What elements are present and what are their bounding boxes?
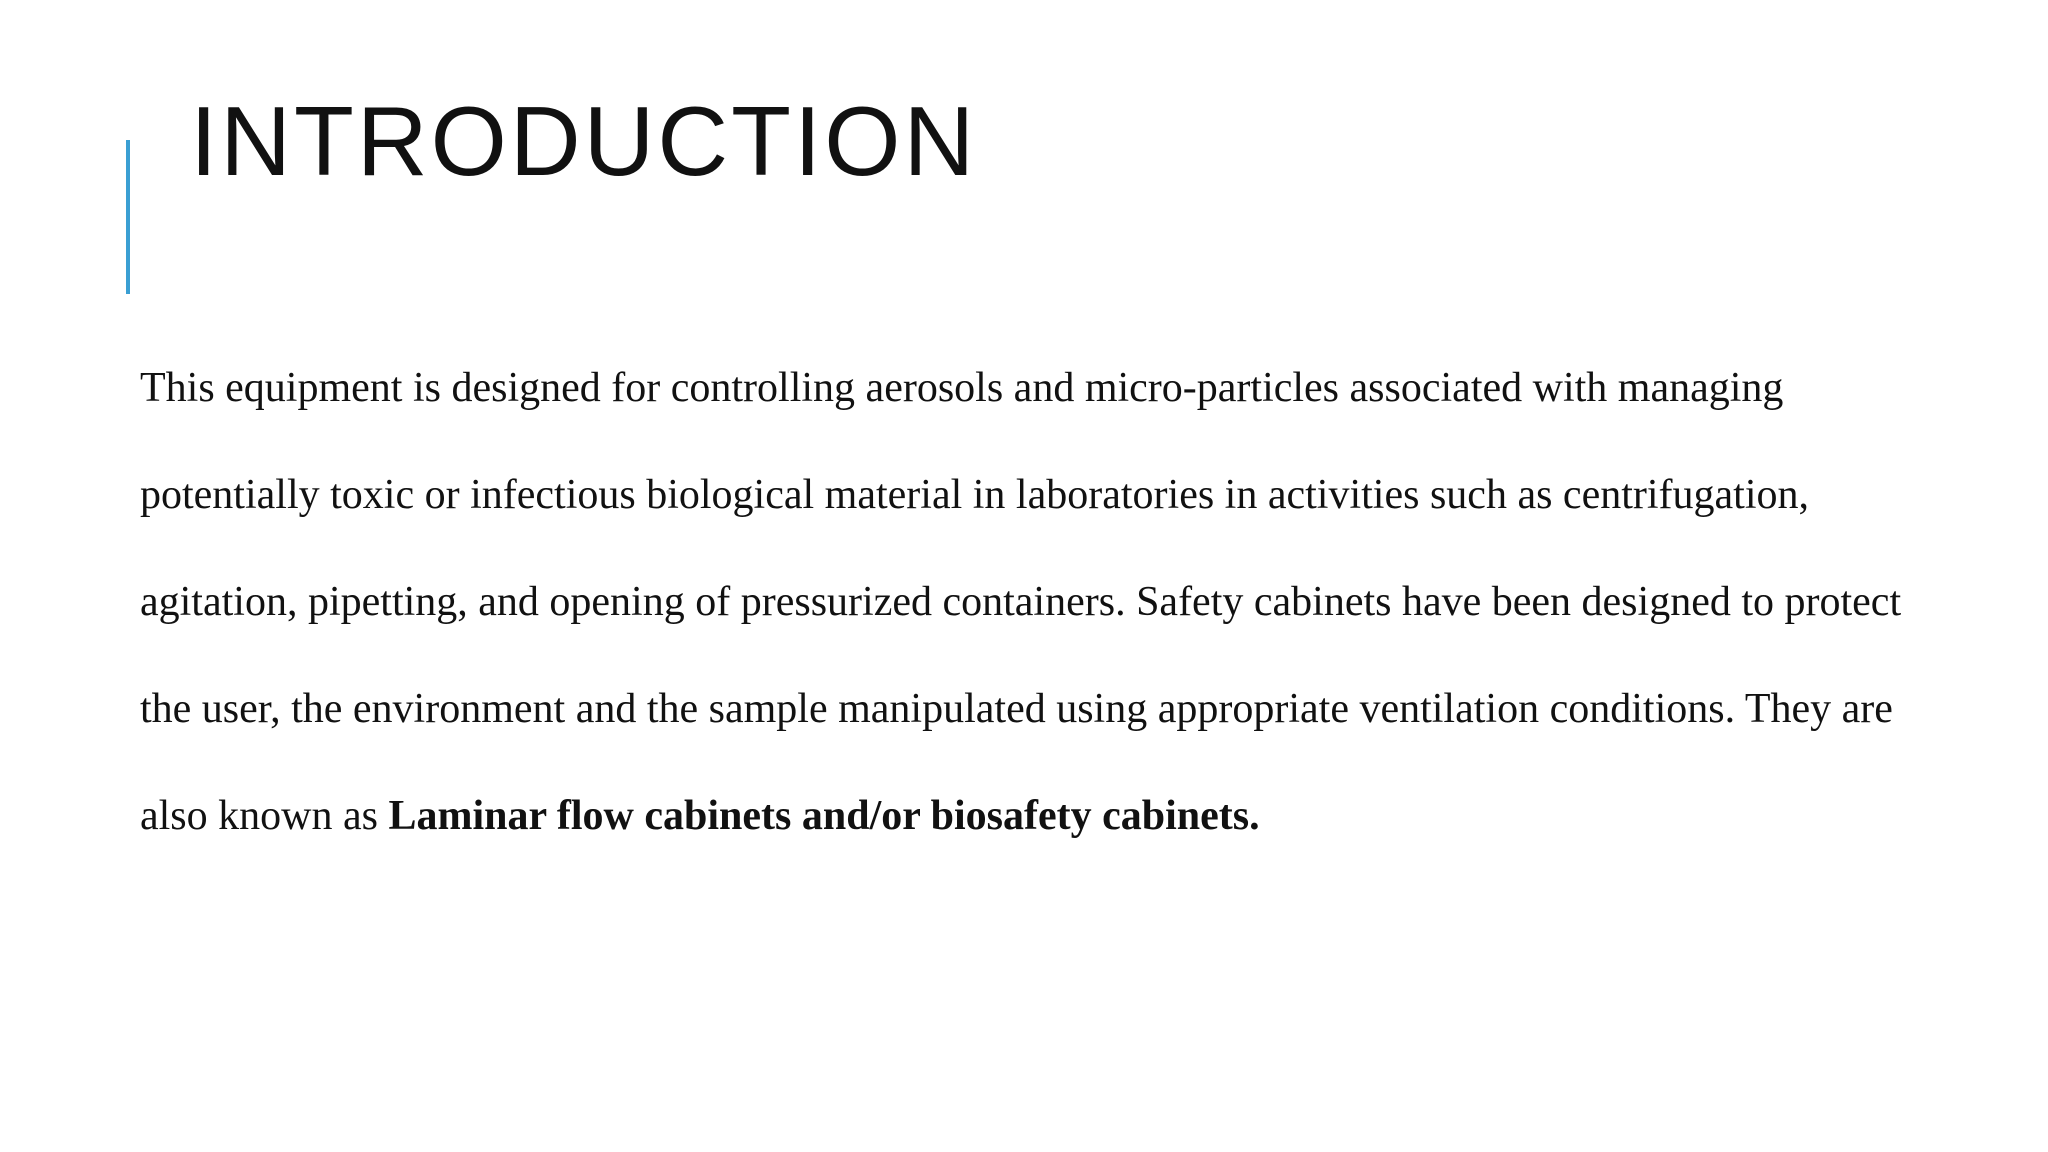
- body-paragraph: [140, 335, 2010, 870]
- body-line-1: This equipment is designed for controlling aerosols and micro-particles associated with managing: [140, 365, 1784, 411]
- title-accent-bar: [126, 140, 130, 294]
- body-line-3: agitation, pipetting, and opening of pressurized containers. Safety cabinets have been designed to protect: [140, 579, 1902, 625]
- body-line-4: the user, the environment and the sample manipulated using appropriate ventilation conditions. They are: [140, 686, 1893, 732]
- body-line-5-bold-term: Laminar flow cabinets and/or biosafety cabinets.: [388, 793, 1260, 839]
- body-line-2: potentially toxic or infectious biological material in laboratories in activities such as centrifugation,: [140, 472, 1810, 518]
- body-line-5: [140, 763, 2010, 870]
- slide-title: INTRODUCTION: [190, 86, 978, 196]
- body-line-5-prefix: also known as: [140, 793, 389, 839]
